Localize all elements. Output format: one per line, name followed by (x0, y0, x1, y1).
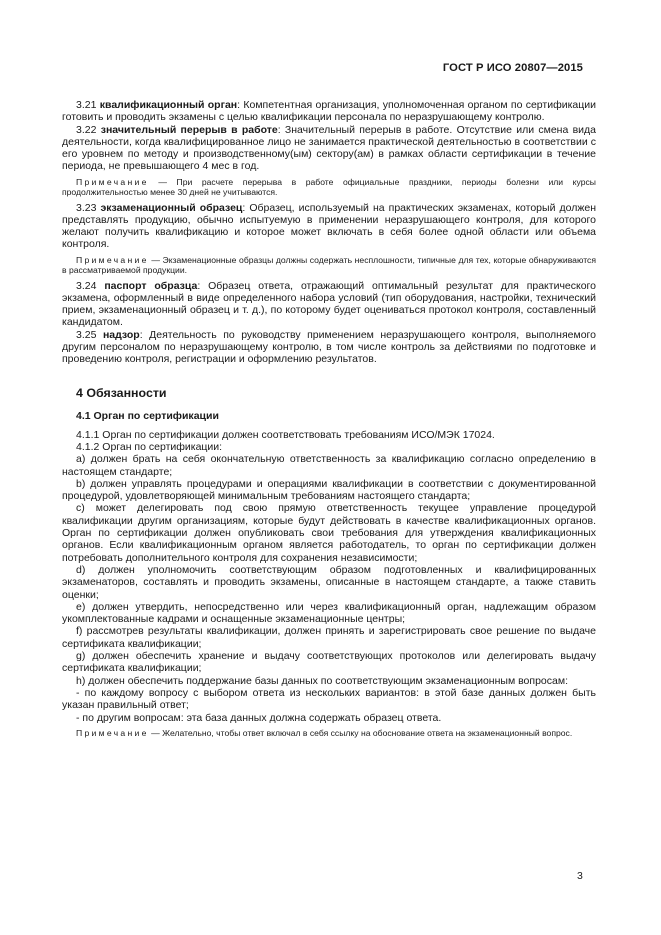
note-label: Примечание (76, 727, 149, 738)
list-item-b: b) должен управлять процедурами и операциями квалификации в соответствии с документированной процедурой, удовлетворяющей минимальным требованиям настоящего стандарта; (62, 477, 596, 503)
clause-4-1-1: 4.1.1 Орган по сертификации должен соответствовать требованиям ИСО/МЭК 17024. (76, 428, 495, 441)
term: значительный перерыв в работе (100, 123, 278, 136)
note-3 (62, 728, 596, 738)
clause-4-1-2: 4.1.2 Орган по сертификации: (76, 440, 223, 453)
subsection-heading: 4.1 Орган по сертификации (76, 409, 219, 422)
term: паспорт образца (104, 279, 198, 292)
clause-3-25 (62, 329, 596, 366)
page-content (62, 99, 596, 738)
definition: : Образец ответа, отражающий оптимальный результат для практического экзамена, оформленный в виде определенного набора условий (тип оборудования, настройки, технический прием, экзаменационный образец и т. д.), по которому будет оцениваться протокол контроля, составленный кандидатом. (62, 279, 596, 329)
note-1 (62, 177, 596, 198)
clause-number: 3.25 (76, 328, 97, 341)
clause-3-22 (62, 124, 596, 173)
section-heading: 4 Обязанности (76, 385, 167, 400)
note-2 (62, 255, 596, 276)
list-item-dash-1: - по каждому вопросу с выбором ответа из нескольких вариантов: в этой базе данных должен быть указан правильный ответ; (62, 686, 596, 712)
note-text: — Желательно, чтобы ответ включал в себя ссылку на обоснование ответа на экзаменационный вопрос. (148, 727, 573, 738)
term: экзаменационный образец (100, 201, 243, 214)
list-item-g: g) должен обеспечить хранение и выдачу соответствующих протоколов или делегировать выдачу сертификата квалификации; (62, 650, 596, 675)
term: квалификационный орган (99, 99, 238, 111)
list-item-f: f) рассмотрев результаты квалификации, должен принять и зарегистрировать свое решение по выдаче сертификата квалификации; (62, 625, 596, 650)
clause-number: 3.22 (76, 123, 97, 136)
clause-3-24 (62, 280, 596, 329)
clause-3-21 (62, 99, 596, 124)
list-item-dash-2: - по другим вопросам: эта база данных должна содержать образец ответа. (76, 711, 442, 724)
note-label: Примечание (76, 254, 149, 265)
clause-3-23 (62, 202, 596, 251)
list-item-a: a) должен брать на себя окончательную ответственность за квалификацию согласно определению в настоящем стандарте; (62, 453, 596, 478)
clause-number: 3.24 (76, 279, 97, 292)
list-item-d: d) должен уполномочить соответствующим образом подготовленных и квалифицированных экзаменаторов, составлять и проводить экзамены, описанные в настоящем стандарте, а также ставить оценки; (62, 563, 596, 601)
term: надзор (102, 328, 140, 341)
list-item-e: e) должен утвердить, непосредственно или через квалификационный орган, надлежащим образом укомплектованные кадрами и оснащенные экзаменационные центры; (62, 600, 596, 626)
note-text: — Экзаменационные образцы должны содержать несплошности, типичные для тех, которые обнаруживаются в рассматриваемой продукции. (62, 254, 596, 276)
clause-number: 3.21 (76, 99, 97, 111)
definition: : Образец, используемый на практических экзаменах, который должен представлять продукцию, обычно испытуемую в применении неразрушающего контроля, для которого желают получить квалификацию и которое может включать в себя более одной области или объема контроля. (62, 201, 597, 251)
list-item-h: h) должен обеспечить поддержание базы данных по соответствующим экзаменационным вопросам: (76, 674, 568, 687)
definition: : Значительный перерыв в работе. Отсутствие или смена вида деятельности, когда квалифицированное лицо не занимается практической деятельностью в соответствии с его уровнем по методу и производственному(ым) сектору(ам) в рамках области сертификации в течение периода, не превышающего 4 мес в год. (62, 123, 596, 173)
list-item-c: c) может делегировать под свою прямую ответственность текущее управление процедурой квалификации другим организациям, которые будут действовать в качестве квалификационных органов. Орган по сертификации должен опубликовать свои требования для утверждения квалификационных органов. Если квалификационным органом является работодатель, то орган по сертификации должен потребовать дополнительного контроля для сохранения независимости; (62, 502, 596, 564)
page-number: 3 (577, 870, 583, 882)
definition: : Деятельность по руководству применением неразрушающего контроля, выполняемого другим персоналом по неразрушающему контролю, в том числе контроль за действиями по подготовке и проведению контроля, регистрации и оформлению результатов. (62, 328, 596, 366)
clause-number: 3.23 (76, 201, 97, 214)
definition: : Компетентная организация, уполномоченная органом по сертификации готовить и проводить экзамены с целью квалификации персонала по неразрушающему контролю. (62, 99, 596, 124)
document-header: ГОСТ Р ИСО 20807—2015 (442, 62, 583, 74)
note-text: — При расчете перерыва в работе официальные праздники, периоды болезни или курсы продолжительностью менее 30 дней не учитываются. (62, 176, 596, 198)
note-label: Примечание (76, 176, 149, 187)
